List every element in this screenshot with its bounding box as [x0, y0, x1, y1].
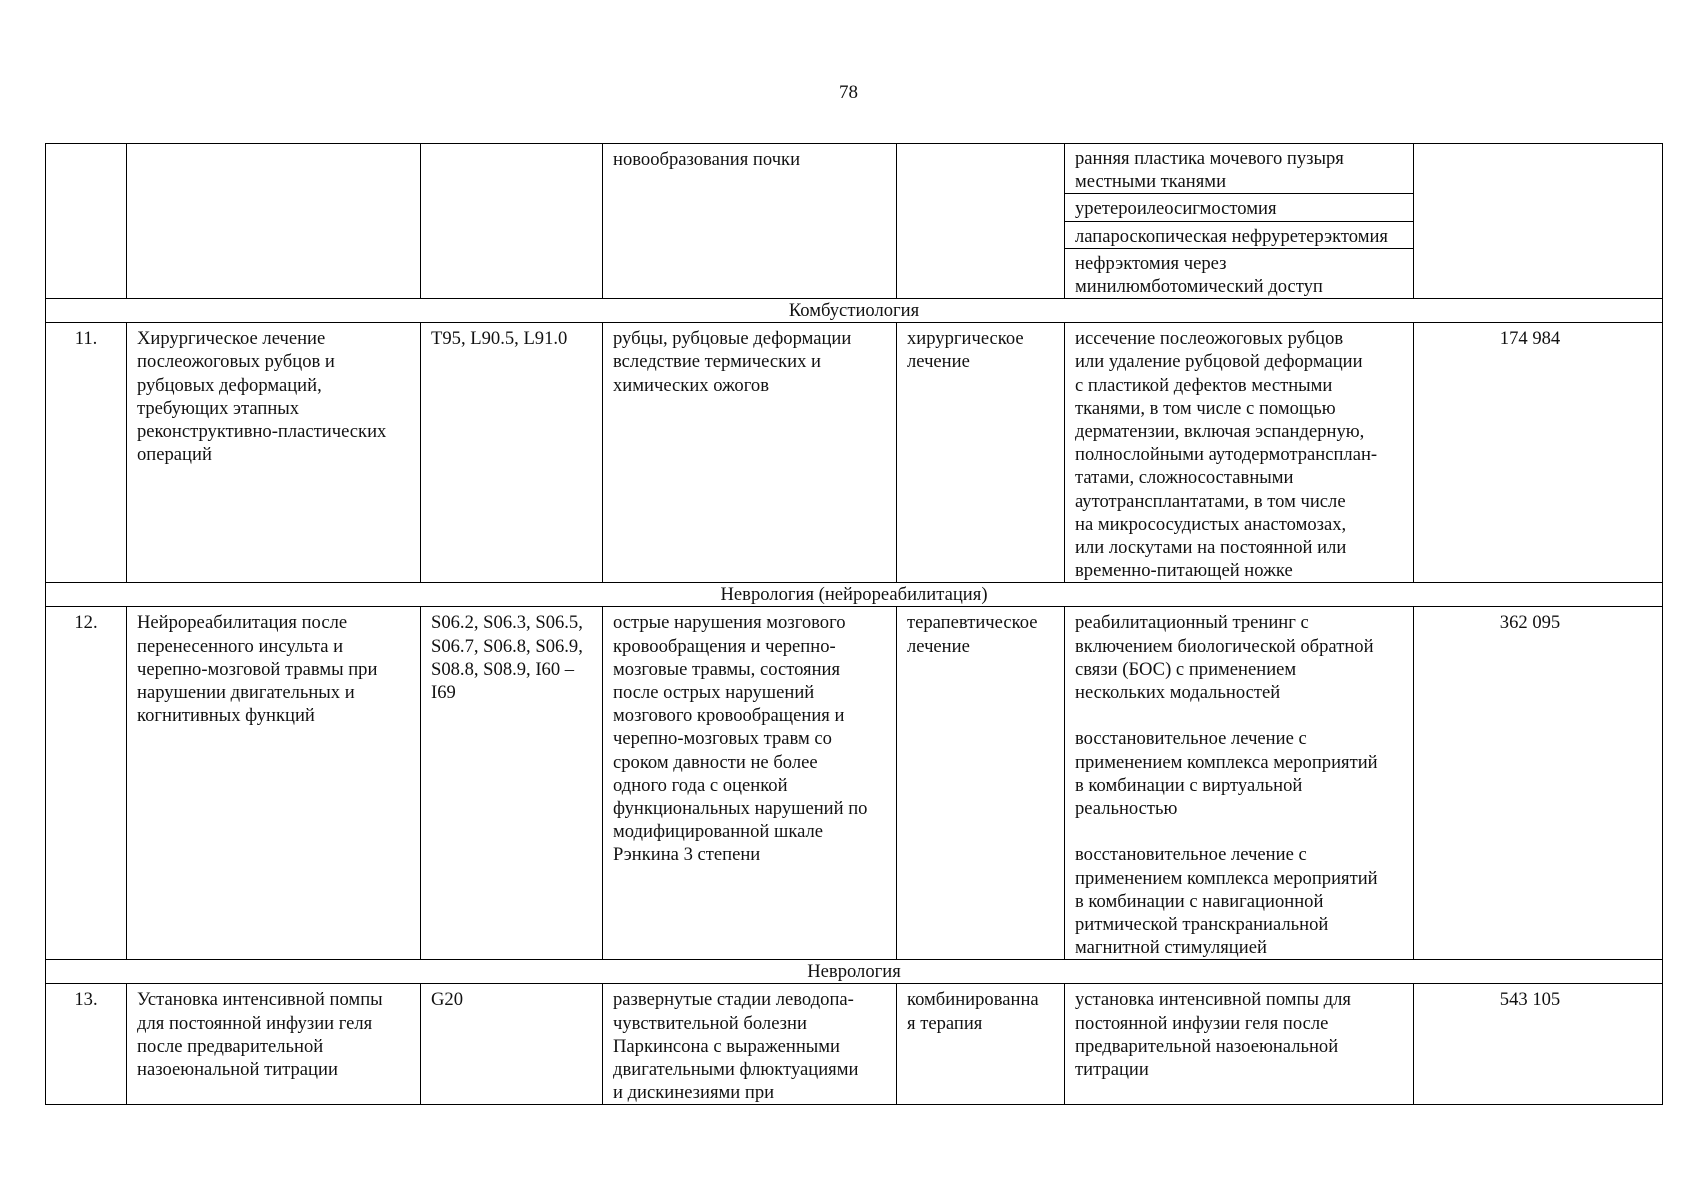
cell-codes	[421, 144, 603, 299]
method-item: установка интенсивной помпы для постоянной инфузии геля после предварительной назоеюнальной титрации	[1075, 989, 1351, 1081]
method-item: лапароскопическая нефруретерэктомия	[1065, 222, 1413, 249]
cell-model: новообразования почки	[603, 144, 897, 299]
method-item: нефрэктомия через минилюмботомический доступ	[1075, 252, 1323, 298]
section-title: Неврология (нейрореабилитация)	[46, 583, 1663, 607]
cell-cost: 362 095	[1414, 607, 1663, 960]
section-header-row	[46, 960, 1663, 984]
cell-codes: T95, L90.5, L91.0	[421, 323, 603, 583]
table-row-continuation	[46, 144, 1663, 299]
cell-num: 11.	[46, 323, 127, 583]
cell-name: Нейрореабилитация после перенесенного инсульта и черепно-мозговой травмы при нарушении двигательных и когнитивных функций	[127, 607, 421, 960]
cell-name: Установка интенсивной помпы для постоянной инфузии геля после предварительной назоеюнальной титрации	[127, 984, 421, 1105]
table-row	[46, 323, 1663, 583]
cell-treatment	[897, 144, 1065, 299]
cell-codes: S06.2, S06.3, S06.5, S06.7, S06.8, S06.9, S08.8, S08.9, I60 – I69	[421, 607, 603, 960]
cell-cost: 543 105	[1414, 984, 1663, 1105]
cell-methods	[1065, 984, 1414, 1105]
cell-treatment: терапевтическое лечение	[897, 607, 1065, 960]
cell-name: Хирургическое лечение послеожоговых рубцов и рубцовых деформаций, требующих этапных реконструктивно-пластических операций	[127, 323, 421, 583]
cell-treatment: комбинированна я терапия	[897, 984, 1065, 1105]
cell-num	[46, 144, 127, 299]
section-header-row	[46, 583, 1663, 607]
section-title: Неврология	[46, 960, 1663, 984]
cell-name	[127, 144, 421, 299]
cell-methods	[1065, 323, 1414, 583]
table-row	[46, 984, 1663, 1105]
cell-cost	[1414, 144, 1663, 299]
method-item: реабилитационный тренинг с включением биологической обратной связи (БОС) с применением нескольких модальностей	[1075, 612, 1374, 704]
cell-num: 13.	[46, 984, 127, 1105]
cell-model: рубцы, рубцовые деформации вследствие термических и химических ожогов	[603, 323, 897, 583]
cell-num: 12.	[46, 607, 127, 960]
section-header-row	[46, 299, 1663, 323]
method-item: восстановительное лечение с применением комплекса мероприятий в комбинации с виртуальной реальностью	[1075, 728, 1378, 820]
method-item: иссечение послеожоговых рубцов или удаление рубцовой деформации с пластикой дефектов местными тканями, в том числе с помощью дерматензии, включая эспандерную, полнослойными аутодермотрансплан- татами, сложносоставными аутотрансплантатами, в том числе на микрососудистых анастомозах, или лоскутами на постоянной или временно-питающей ножке	[1075, 328, 1378, 582]
cell-treatment: хирургическое лечение	[897, 323, 1065, 583]
table-row	[46, 607, 1663, 960]
medical-services-table	[45, 143, 1663, 1105]
section-title: Комбустиология	[46, 299, 1663, 323]
method-item: ранняя пластика мочевого пузыря местными тканями	[1065, 144, 1413, 194]
cell-methods	[1065, 607, 1414, 960]
page-number: 78	[839, 82, 858, 103]
cell-cost: 174 984	[1414, 323, 1663, 583]
cell-methods	[1065, 144, 1414, 299]
cell-model: развернутые стадии леводопа- чувствительной болезни Паркинсона с выраженными двигательными флюктуациями и дискинезиями при	[603, 984, 897, 1105]
cell-codes: G20	[421, 984, 603, 1105]
cell-model: острые нарушения мозгового кровообращения и черепно- мозговые травмы, состояния после острых нарушений мозгового кровообращения и черепно-мозговых травм со сроком давности не более одного года с оценкой функциональных нарушений по модифицированной шкале Рэнкина 3 степени	[603, 607, 897, 960]
method-item: уретероилеосигмостомия	[1065, 194, 1413, 221]
method-item: восстановительное лечение с применением комплекса мероприятий в комбинации с навигационной ритмической транскраниальной магнитной стимуляцией	[1075, 844, 1378, 959]
